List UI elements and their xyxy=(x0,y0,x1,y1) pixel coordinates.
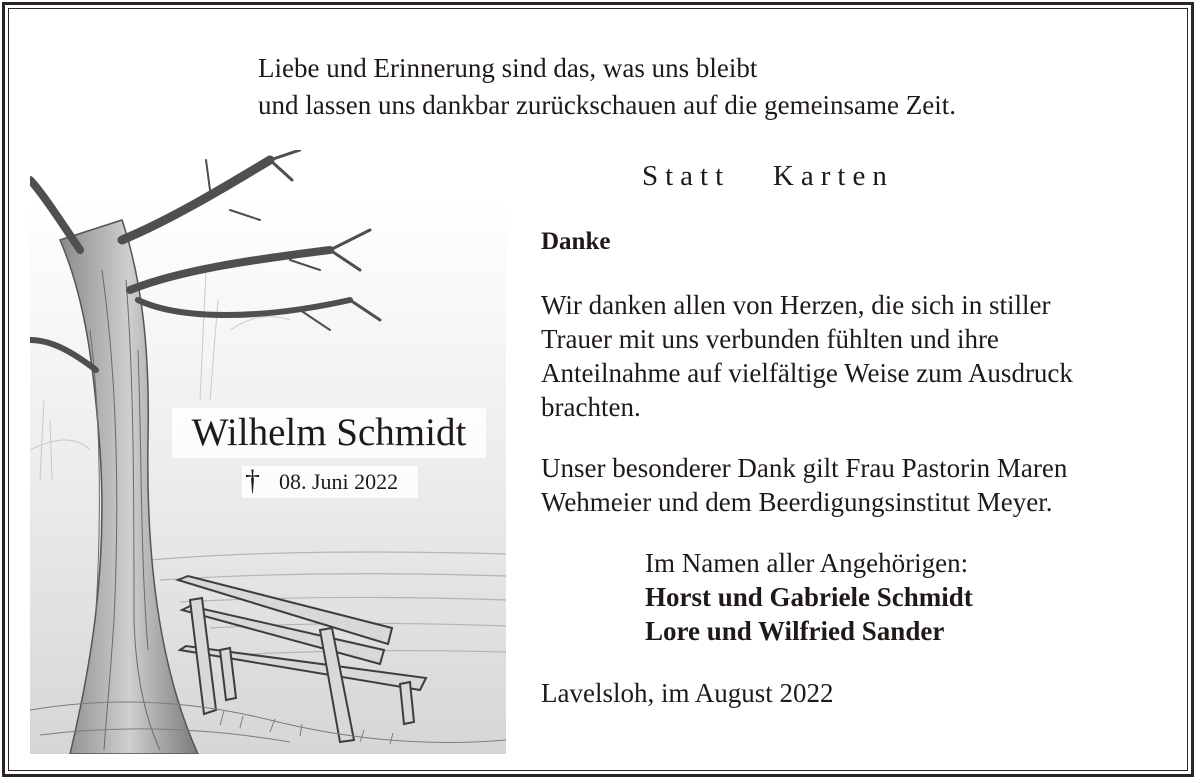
paragraph-line: Anteilnahme auf vielfältige Weise zum Ausdruck xyxy=(541,358,1073,388)
thanks-paragraph xyxy=(541,288,1073,424)
death-date: 08. Juni 2022 xyxy=(279,469,399,494)
place-and-date: Lavelsloh, im August 2022 xyxy=(541,678,834,708)
special-thanks-paragraph xyxy=(541,451,1067,519)
paragraph-line: Trauer mit uns verbunden fühlten und ihre xyxy=(541,324,999,354)
death-date-line xyxy=(242,466,418,498)
cross-icon: † xyxy=(245,464,260,497)
family-name: Horst und Gabriele Schmidt xyxy=(645,582,973,612)
deceased-name: Wilhelm Schmidt xyxy=(172,408,486,458)
paragraph-line: brachten. xyxy=(541,392,641,422)
motto-verse xyxy=(258,50,956,124)
signoff-block xyxy=(645,546,973,648)
paragraph-line: Wehmeier und dem Beerdigungsinstitut Meyer. xyxy=(541,487,1053,517)
motto-line: Liebe und Erinnerung sind das, was uns bleibt xyxy=(258,53,758,83)
family-name: Lore und Wilfried Sander xyxy=(645,616,945,646)
signoff-intro: Im Namen aller Angehörigen: xyxy=(645,548,969,578)
statt-karten-heading: Statt Karten xyxy=(642,160,894,192)
motto-line: und lassen uns dankbar zurückschauen auf die gemeinsame Zeit. xyxy=(258,90,957,120)
paragraph-line: Unser besonderer Dank gilt Frau Pastorin Maren xyxy=(541,453,1068,483)
paragraph-line: Wir danken allen von Herzen, die sich in stiller xyxy=(541,290,1051,320)
thanks-heading: Danke xyxy=(541,228,611,255)
